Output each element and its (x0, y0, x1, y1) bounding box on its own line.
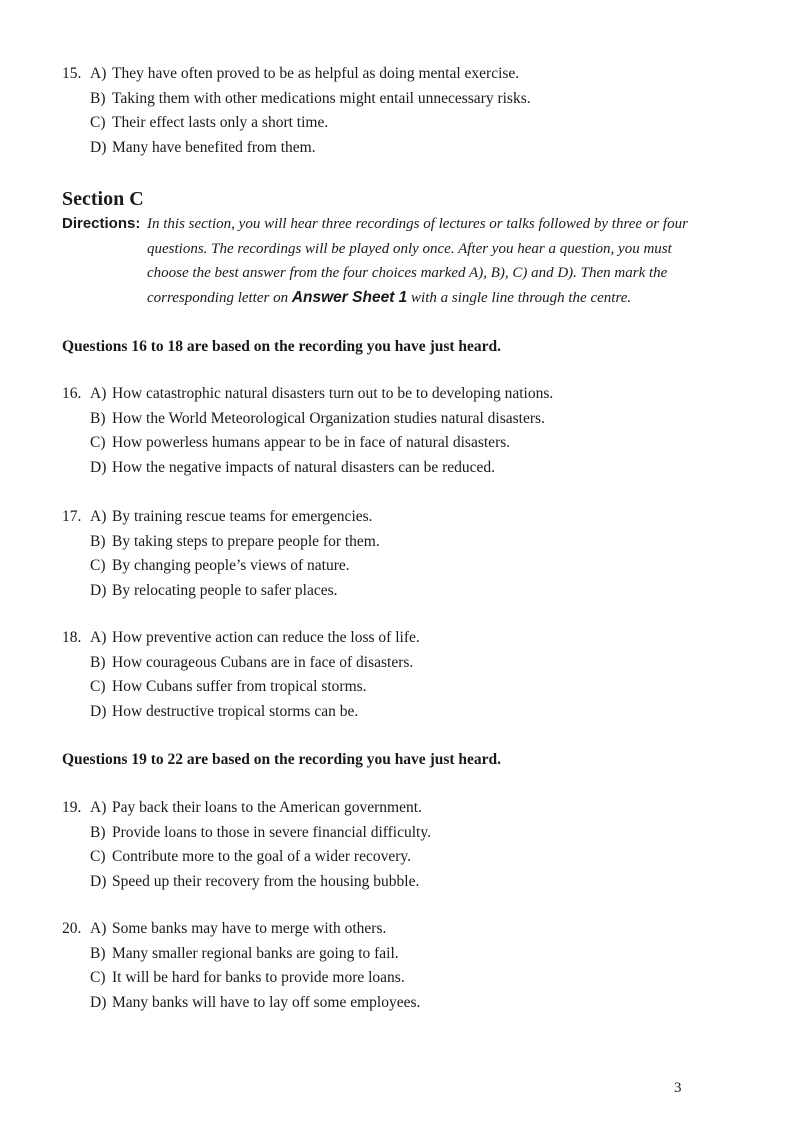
directions-text-pre: corresponding letter on (147, 289, 292, 306)
question-17 (0, 505, 800, 603)
option-label: A) (90, 65, 107, 82)
option-text: How the World Meteorological Organization studies natural disasters. (112, 409, 545, 427)
option-16-c (0, 431, 800, 456)
option-15-c (0, 111, 800, 136)
question-number: 17. (62, 508, 82, 525)
question-20 (0, 917, 800, 1015)
option-20-a (0, 917, 800, 942)
option-19-d (0, 870, 800, 895)
directions-text: In this section, you will hear three recordings of lectures or talks followed by three or four (147, 216, 688, 232)
option-text: How courageous Cubans are in face of disasters. (112, 653, 414, 671)
option-label: D) (90, 872, 107, 890)
option-label: C) (90, 557, 106, 574)
option-text: Speed up their recovery from the housing bubble. (112, 872, 420, 890)
option-18-b (0, 651, 800, 676)
option-text: Their effect lasts only a short time. (112, 114, 329, 131)
option-label: B) (90, 944, 106, 962)
directions-text: choose the best answer from the four choices marked A), B), C) and D). Then mark the (147, 265, 668, 281)
option-text: How Cubans suffer from tropical storms. (112, 678, 367, 695)
option-text: They have often proved to be as helpful as doing mental exercise. (112, 65, 520, 82)
option-16-a (0, 382, 800, 407)
option-18-c (0, 675, 800, 700)
option-label: D) (90, 138, 107, 156)
option-label: A) (90, 508, 107, 525)
option-text: It will be hard for banks to provide more loans. (112, 969, 405, 986)
directions-line (62, 237, 752, 262)
option-text: Many smaller regional banks are going to fail. (112, 944, 399, 962)
option-text: Some banks may have to merge with others. (112, 920, 387, 937)
option-20-b (0, 942, 800, 967)
option-text: How destructive tropical storms can be. (112, 702, 359, 720)
question-number: 20. (62, 920, 82, 937)
option-text: Pay back their loans to the American government. (112, 799, 422, 816)
option-19-a (0, 796, 800, 821)
option-label: D) (90, 581, 107, 599)
section-title: Section C (62, 188, 144, 210)
option-label: C) (90, 848, 106, 865)
question-15 (0, 62, 800, 160)
option-18-a (0, 626, 800, 651)
page-number: 3 (674, 1080, 682, 1096)
option-label: B) (90, 823, 106, 841)
directions-text: questions. The recordings will be played only once. After you hear a question, you must (147, 240, 672, 257)
directions-text-post: with a single line through the centre. (407, 289, 632, 306)
option-text: By taking steps to prepare people for them. (112, 532, 380, 550)
option-text: How powerless humans appear to be in face of natural disasters. (112, 434, 511, 451)
directions-label: Directions: (62, 215, 141, 232)
option-20-c (0, 966, 800, 991)
option-text: By training rescue teams for emergencies. (112, 508, 373, 525)
option-15-a (0, 62, 800, 87)
option-20-d (0, 991, 800, 1016)
option-text: Many have benefited from them. (112, 138, 316, 156)
option-text: By relocating people to safer places. (112, 581, 338, 599)
option-16-d (0, 456, 800, 481)
option-text: Contribute more to the goal of a wider recovery. (112, 848, 411, 865)
option-label: D) (90, 702, 107, 720)
option-16-b (0, 407, 800, 432)
option-17-d (0, 579, 800, 604)
option-19-b (0, 821, 800, 846)
option-text: How the negative impacts of natural disasters can be reduced. (112, 458, 496, 476)
option-text: How catastrophic natural disasters turn out to be to developing nations. (112, 385, 554, 402)
option-label: A) (90, 799, 107, 816)
directions-line (62, 286, 752, 311)
option-label: A) (90, 629, 107, 646)
question-number: 15. (62, 65, 82, 82)
directions-text (147, 286, 631, 311)
question-19 (0, 796, 800, 894)
directions-line (62, 212, 752, 237)
option-17-a (0, 505, 800, 530)
option-label: B) (90, 532, 106, 550)
option-label: C) (90, 678, 106, 695)
option-text: Provide loans to those in severe financial difficulty. (112, 823, 431, 841)
option-text: Taking them with other medications might entail unnecessary risks. (112, 89, 531, 107)
option-18-d (0, 700, 800, 725)
directions-line (62, 261, 752, 286)
option-label: B) (90, 653, 106, 671)
option-17-c (0, 554, 800, 579)
option-17-b (0, 530, 800, 555)
option-label: B) (90, 89, 106, 107)
option-label: B) (90, 409, 106, 427)
question-number: 18. (62, 629, 82, 646)
option-label: C) (90, 969, 106, 986)
directions (62, 212, 752, 310)
option-label: D) (90, 458, 107, 476)
option-text: Many banks will have to lay off some employees. (112, 993, 421, 1011)
option-label: D) (90, 993, 107, 1011)
question-18 (0, 626, 800, 724)
option-15-b (0, 87, 800, 112)
option-label: C) (90, 114, 106, 131)
option-label: A) (90, 920, 107, 937)
group-heading-19-22: Questions 19 to 22 are based on the recording you have just heard. (62, 751, 502, 768)
option-text: How preventive action can reduce the loss of life. (112, 629, 420, 646)
option-label: A) (90, 385, 107, 402)
option-19-c (0, 845, 800, 870)
answer-sheet-reference: Answer Sheet 1 (291, 288, 408, 306)
question-number: 19. (62, 799, 82, 816)
option-15-d (0, 136, 800, 161)
option-text: By changing people’s views of nature. (112, 557, 350, 574)
group-heading-16-18: Questions 16 to 18 are based on the recording you have just heard. (62, 338, 502, 355)
question-16 (0, 382, 800, 480)
option-label: C) (90, 434, 106, 451)
question-number: 16. (62, 385, 82, 402)
